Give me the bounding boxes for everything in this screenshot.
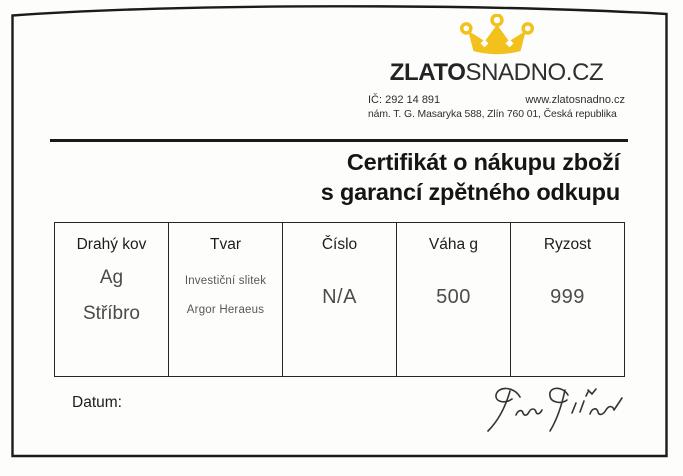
cell-shape-type: Investiční slitek xyxy=(184,275,267,287)
title-line-2: s garancí zpětného odkupu xyxy=(320,179,620,205)
cell-number: N/A xyxy=(322,286,357,308)
crown-logo-icon xyxy=(453,14,541,58)
column-header-shape: Tvar xyxy=(210,236,241,253)
column-header-weight: Váha g xyxy=(428,236,479,253)
cell-metal-name: Stříbro xyxy=(82,303,141,324)
column-header-purity: Ryzost xyxy=(543,236,592,253)
header-divider xyxy=(50,139,628,142)
column-purity xyxy=(510,223,624,376)
certificate-title xyxy=(321,147,620,207)
handwritten-signature-icon xyxy=(476,383,626,439)
cell-shape-brand: Argor Heraeus xyxy=(186,304,265,316)
column-number xyxy=(282,223,396,376)
crown-body xyxy=(468,25,526,55)
company-info-row xyxy=(368,94,625,106)
company-address: nám. T. G. Masaryka 588, Zlín 760 01, Česká republika xyxy=(368,109,617,120)
column-metal xyxy=(55,223,168,376)
brand-wordmark xyxy=(368,59,625,87)
product-table xyxy=(54,222,625,377)
column-header-number: Číslo xyxy=(321,236,358,253)
cell-metal-symbol: Ag xyxy=(99,267,124,288)
brand-regular: SNADNO.CZ xyxy=(465,59,604,86)
title-line-1: Certifikát o nákupu zboží xyxy=(346,149,620,175)
cell-purity: 999 xyxy=(550,286,585,308)
cell-weight: 500 xyxy=(436,286,471,308)
company-website: www.zlatosnadno.cz xyxy=(525,94,625,106)
company-id: IČ: 292 14 891 xyxy=(368,94,441,106)
column-shape xyxy=(168,223,282,376)
brand-bold: ZLATO xyxy=(389,59,466,86)
date-label: Datum: xyxy=(72,394,122,411)
column-weight xyxy=(396,223,510,376)
letterhead xyxy=(368,14,625,120)
column-header-metal: Drahý kov xyxy=(76,236,147,253)
